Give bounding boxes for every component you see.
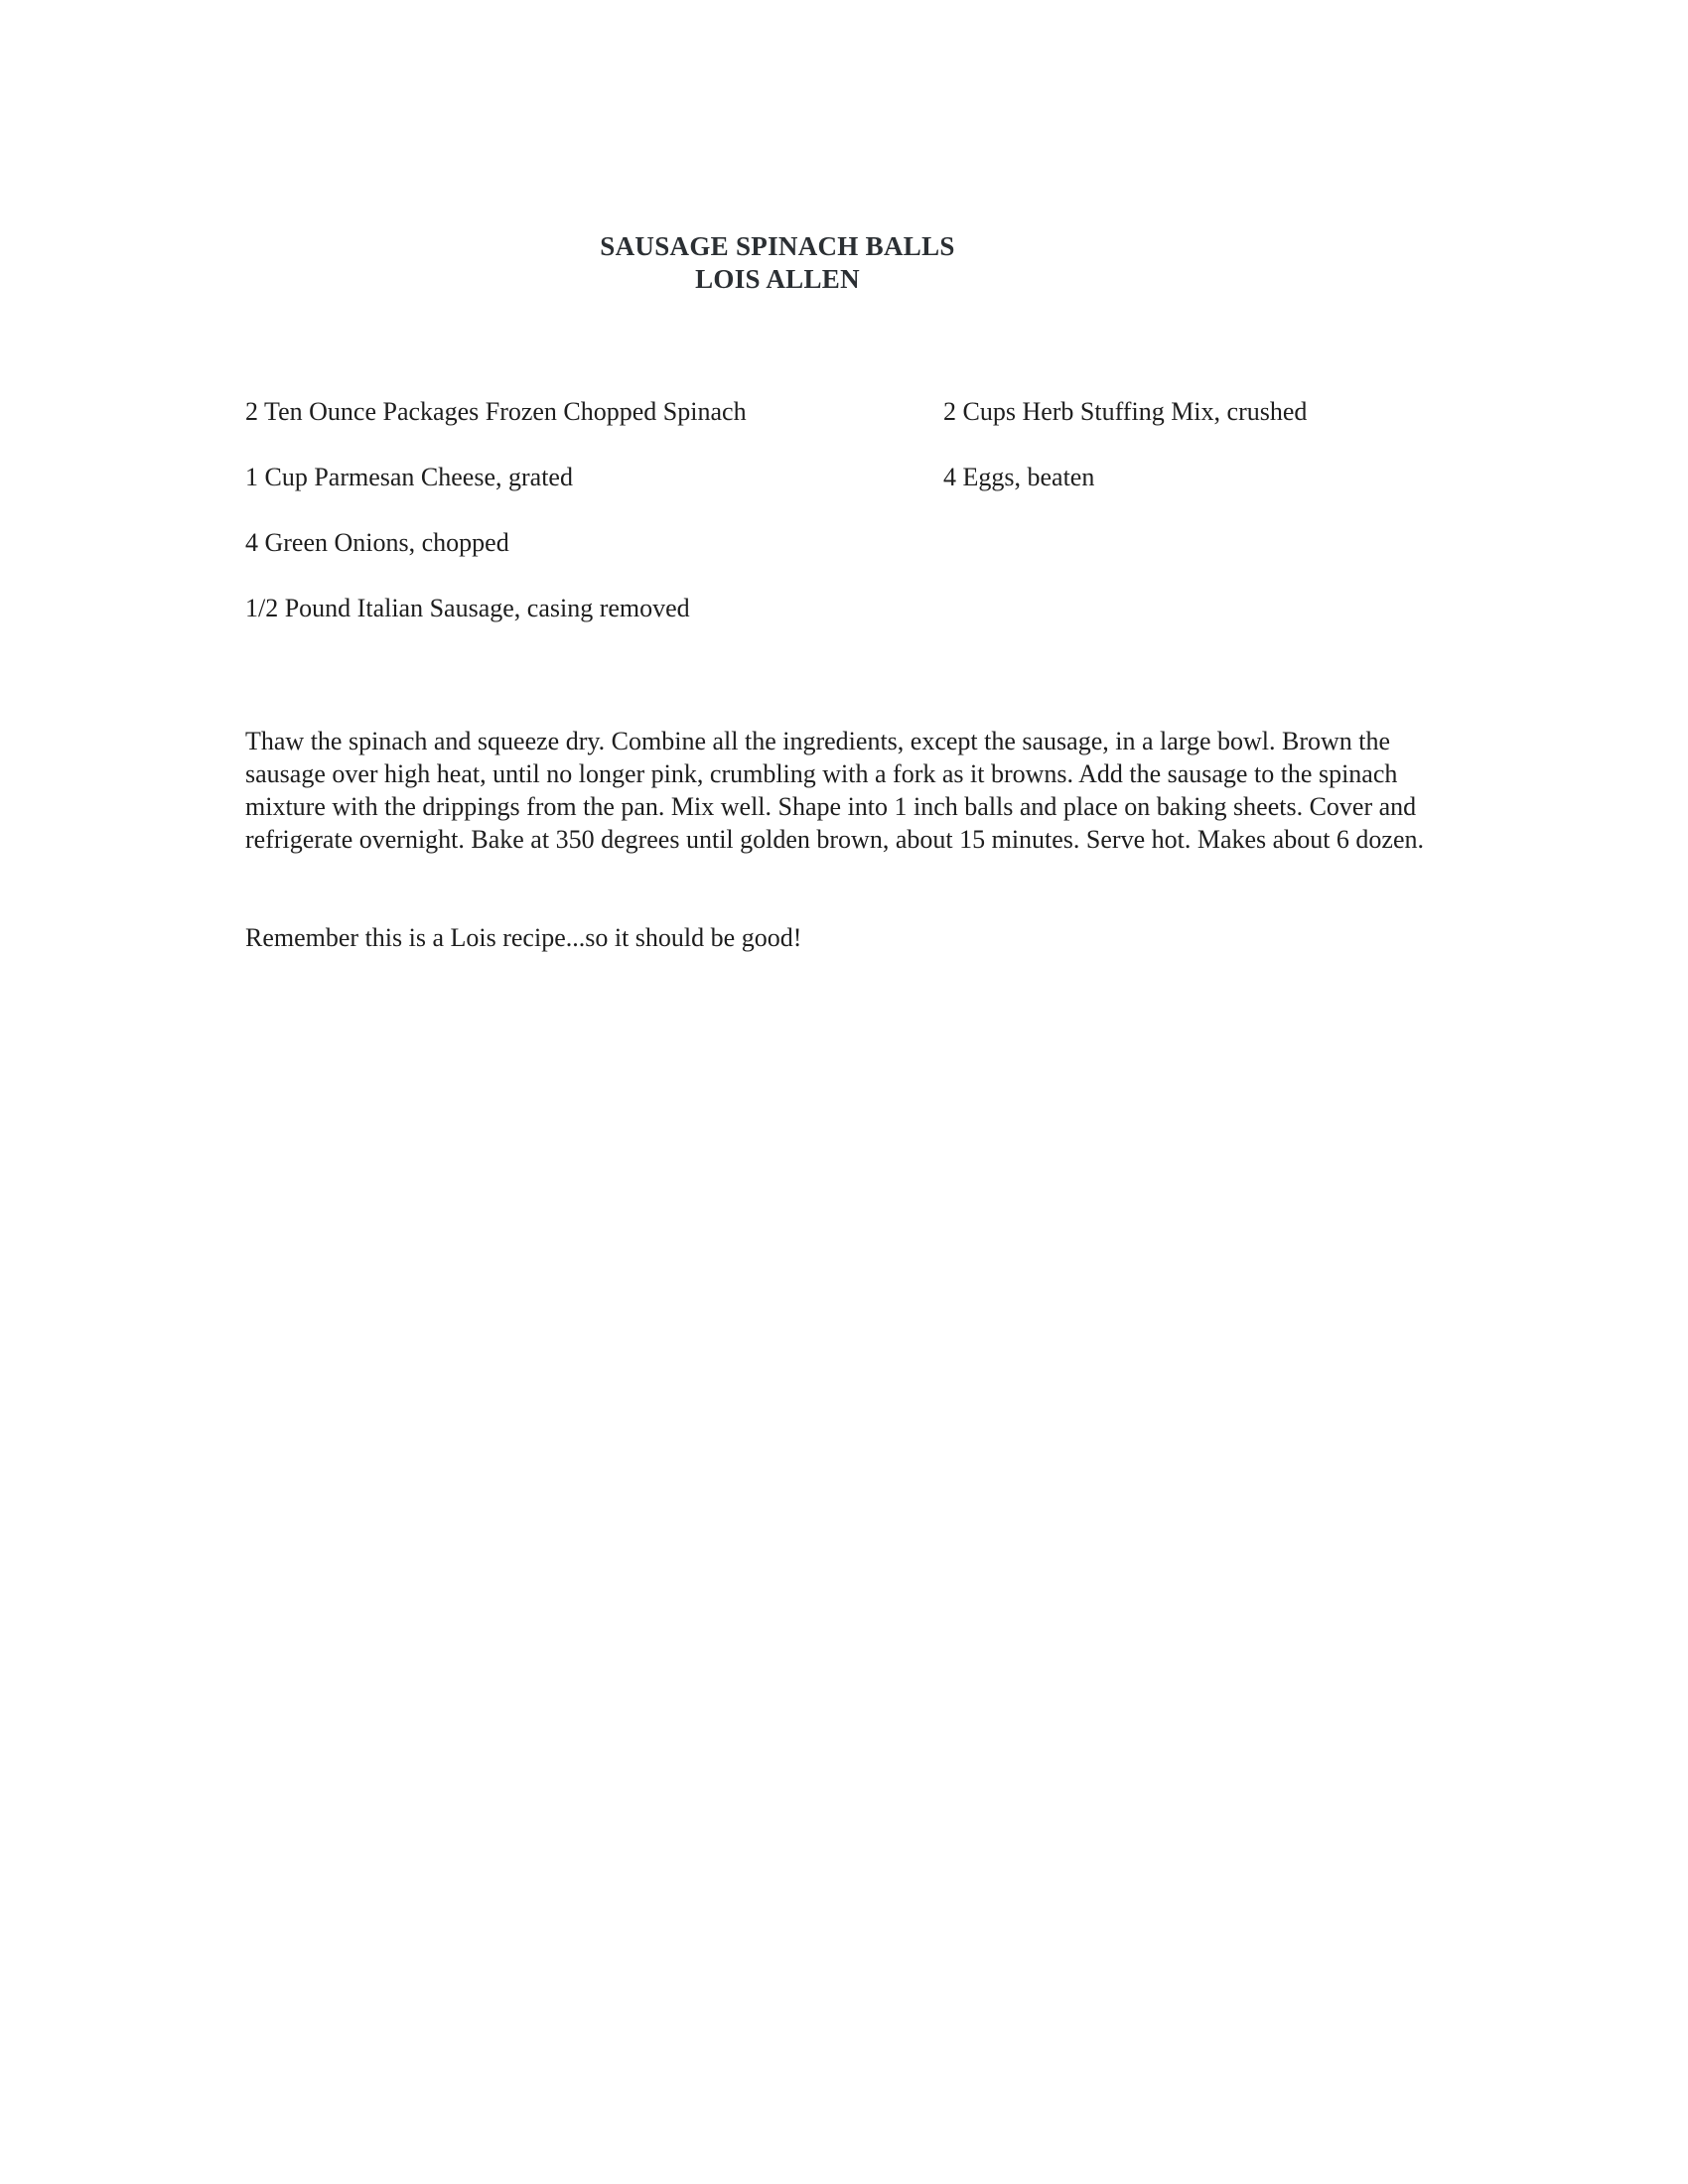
ingredient-item: 2 Cups Herb Stuffing Mix, crushed (943, 397, 1308, 426)
ingredient-item: 4 Green Onions, chopped (245, 528, 509, 557)
ingredient-item: 4 Eggs, beaten (943, 463, 1095, 491)
recipe-author: LOIS ALLEN (695, 264, 860, 294)
ingredients-list-left (245, 395, 920, 657)
ingredient-item: 1/2 Pound Italian Sausage, casing removed (245, 594, 690, 622)
recipe-directions: Thaw the spinach and squeeze dry. Combine all the ingredients, except the sausage, in a large bowl. Brown the sausage over high heat, until no longer pink, crumbling with a fork as it browns. Add the sausage to the spinach mixture with the drippings from the pan. Mix well. Shape into 1 inch balls and place on baking sheets. Cover and refrigerate overnight. Bake at 350 degrees until golden brown, about 15 minutes. Serve hot. Makes about 6 dozen. (245, 727, 1425, 854)
ingredient-item: 2 Ten Ounce Packages Frozen Chopped Spinach (245, 397, 747, 426)
ingredient-item: 1 Cup Parmesan Cheese, grated (245, 463, 573, 491)
recipe-title: SAUSAGE SPINACH BALLS (600, 231, 955, 261)
recipe-note: Remember this is a Lois recipe...so it should be good! (245, 923, 802, 952)
ingredients-list-right (943, 395, 1499, 526)
recipe-header (0, 230, 1555, 296)
